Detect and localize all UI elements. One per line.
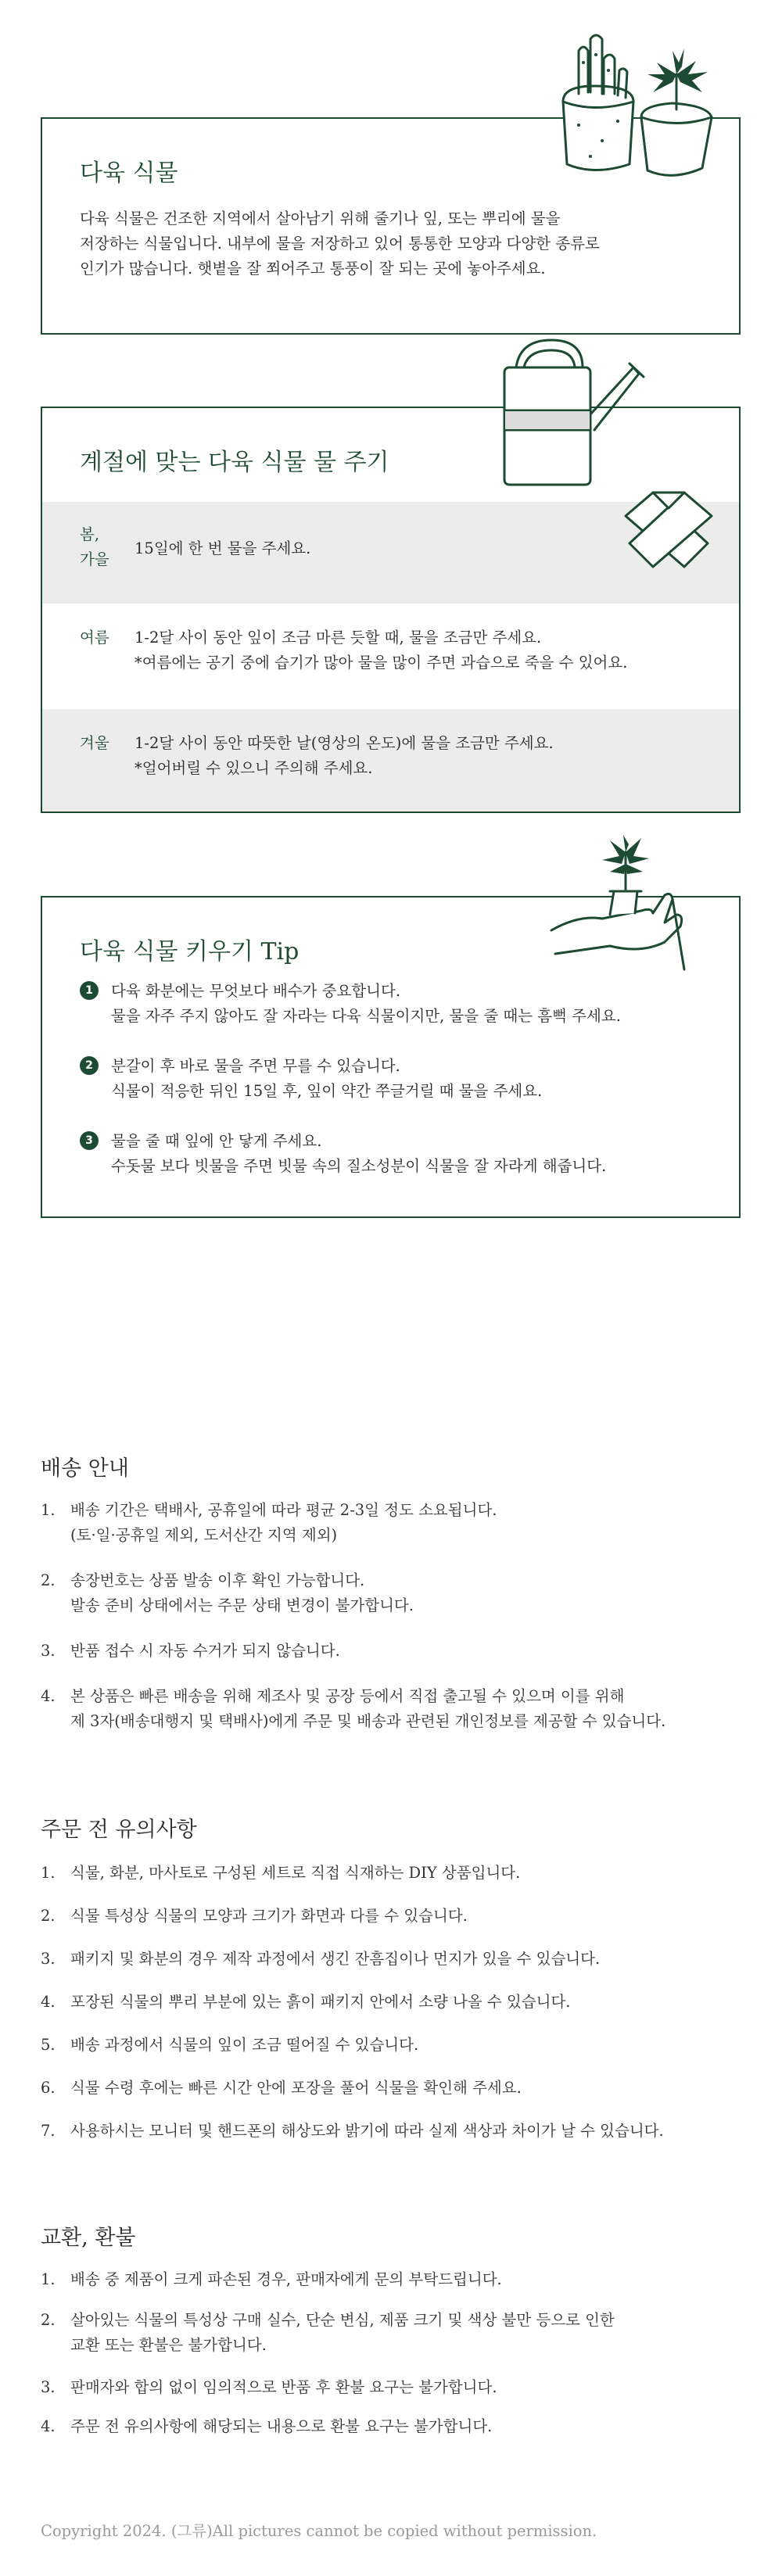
tip-item: [80, 1129, 723, 1184]
shipping-list: 1. 배송 기간은 택배사, 공휴일에 따라 평균 2-3일 정도 소요됩니다. (토·일·공휴일 제외, 도서산간 지역 제외) 2. 송장번호는 상품 발송 이후 확인 가능합니다. 발송 준비 상태에서는 주문 상태 변경이 불가합니다. 3. 반품 접수 시 자동 수거가 되지 않습니다. 4. 본 상품은 빠른 배송을 위해 제조사 및 공장 등에서 직접 출고될 수 있으며 이를 위해 제 3자(배송대행지 및 택배사)에게 주문 및 배송과 관련된 개인정보를 제공할 수 있습니다.: [41, 1501, 666, 1730]
season-text: 1-2달 사이 동안 잎이 조금 마른 듯할 때, 물을 조금만 주세요. *여름에는 공기 중에 습기가 많아 물을 많이 주면 과습으로 죽을 수 있어요.: [135, 629, 628, 672]
succulent-description: 다육 식물은 건조한 지역에서 살아남기 위해 줄기나 잎, 또는 뿌리에 물을 저장하는 식물입니다. 내부에 물을 저장하고 있어 통통한 모양과 다양한 종류로 인기가 많습니다. 햇볕을 잘 쬐어주고 통풍이 잘 되는 곳에 놓아주세요.: [80, 210, 600, 278]
tips-title: 다육 식물 키우기 Tip: [80, 938, 300, 966]
precautions-title: 주문 전 유의사항: [41, 1818, 197, 1842]
refund-title: 교환, 환불: [41, 2226, 136, 2250]
season-row-winter: [42, 709, 739, 811]
tip-item: [80, 979, 723, 1034]
precautions-list: 1. 식물, 화분, 마사토로 구성된 세트로 직접 식재하는 DIY 상품입니다. 2. 식물 특성상 식물의 모양과 크기가 화면과 다를 수 있습니다. 3. 패키지 및 화분의 경우 제작 과정에서 생긴 잔흠집이나 먼지가 있을 수 있습니다. 4. 포장된 식물의 뿌리 부분에 있는 흙이 패키지 안에서 소량 나올 수 있습니다. 5. 배송 과정에서 식물의 잎이 조금 떨어질 수 있습니다. 6. 식물 수령 후에는 빠른 시간 안에 포장을 풀어 식물을 확인해 주세요. 7. 사용하시는 모니터 및 핸드폰의 해상도와 밝기에 따라 실제 색상과 차이가 날 수 있습니다.: [41, 1864, 664, 2140]
watering-title: 계절에 맞는 다육 식물 물 주기: [80, 449, 389, 476]
season-label: 여름: [80, 629, 109, 647]
tip-number-badge: 2: [80, 1056, 99, 1075]
tip-item: [80, 1054, 723, 1109]
shipping-title: 배송 안내: [41, 1456, 129, 1481]
season-label: 봄, 가을: [80, 525, 109, 568]
hand-holding-plant-illustration: [547, 829, 704, 985]
watering-can-illustration: [473, 336, 645, 493]
season-label: 겨울: [80, 734, 109, 752]
refund-list: 1. 배송 중 제품이 크게 파손된 경우, 판매자에게 문의 부탁드립니다. 2. 살아있는 식물의 특성상 구매 실수, 단순 변심, 제품 크기 및 색상 불만 등으로 인한 교환 또는 환불은 불가합니다. 3. 판매자와 합의 없이 임의적으로 반품 후 환불 요구는 불가합니다. 4. 주문 전 유의사항에 해당되는 내용으로 환불 요구는 불가합니다.: [41, 2270, 615, 2435]
succulent-title: 다육 식물: [80, 159, 178, 187]
tip-number-badge: 3: [80, 1131, 99, 1150]
season-text: 1-2달 사이 동안 따뜻한 날(영상의 온도)에 물을 조금만 주세요. *얼어버릴 수 있으니 주의해 주세요.: [135, 734, 554, 777]
tip-text: 다육 화분에는 무엇보다 배수가 중요합니다. 물을 자주 주지 않아도 잘 자라는 다육 식물이지만, 물을 줄 때는 흠뻑 주세요.: [111, 982, 621, 1025]
season-text: 15일에 한 번 물을 주세요.: [135, 539, 311, 557]
ribbon-illustration: [618, 485, 719, 571]
tip-text: 분갈이 후 바로 물을 주면 무를 수 있습니다. 식물이 적응한 뒤인 15일 후, 잎이 약간 쭈글거릴 때 물을 주세요.: [111, 1057, 543, 1100]
copyright-footer: Copyright 2024. (그류)All pictures cannot be copied without permission.: [41, 2522, 597, 2540]
tip-number-badge: 1: [80, 981, 99, 1000]
tip-text: 물을 줄 때 잎에 안 닿게 주세요. 수돗물 보다 빗물을 주면 빗물 속의 질소성분이 식물을 잘 자라게 해줍니다.: [111, 1132, 607, 1175]
cactus-pots-illustration: [547, 31, 735, 188]
season-row-summer: [42, 604, 739, 709]
